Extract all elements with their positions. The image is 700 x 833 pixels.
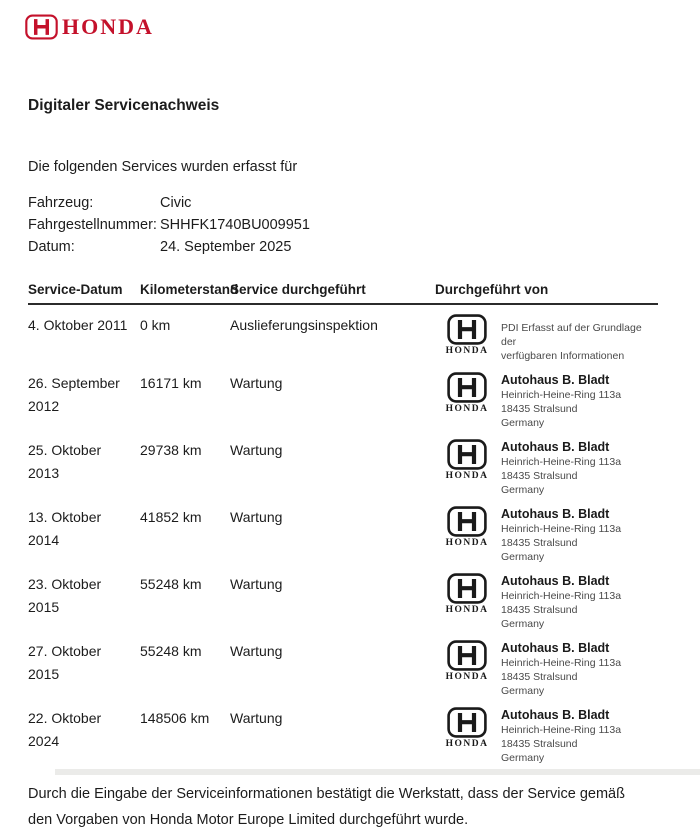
provider-name: Autohaus B. Bladt xyxy=(501,574,610,588)
honda-logo-label: HONDA xyxy=(445,672,489,682)
col-header-km: Kilometerstand xyxy=(140,282,239,297)
table-row xyxy=(28,698,658,765)
service-date: 23. Oktober 2015 xyxy=(28,576,102,615)
service-km: 55248 km xyxy=(140,576,202,592)
vehicle-field-value: SHHFK1740BU009951 xyxy=(160,217,310,233)
honda-logo-label: HONDA xyxy=(445,471,489,481)
service-provider xyxy=(435,314,658,363)
col-header-date: Service-Datum xyxy=(28,282,123,297)
provider-line: 18435 Stralsund xyxy=(501,604,578,616)
honda-h-icon xyxy=(447,314,487,345)
honda-logo xyxy=(443,707,491,765)
service-type: Wartung xyxy=(230,509,283,525)
honda-h-icon xyxy=(447,372,487,403)
provider-line: Heinrich-Heine-Ring 113a xyxy=(501,657,622,669)
col-header-service: Service durchgeführt xyxy=(230,282,366,297)
service-km: 55248 km xyxy=(140,643,202,659)
provider-line: Germany xyxy=(501,484,545,496)
honda-h-icon xyxy=(447,640,487,671)
honda-logo-label: HONDA xyxy=(445,346,489,356)
service-type: Wartung xyxy=(230,375,283,391)
table-row xyxy=(28,497,658,564)
provider-name: Autohaus B. Bladt xyxy=(501,708,610,722)
service-date: 4. Oktober 2011 xyxy=(28,317,128,333)
provider-line: Heinrich-Heine-Ring 113a xyxy=(501,389,622,401)
service-date: 22. Oktober 2024 xyxy=(28,710,102,749)
provider-line: Heinrich-Heine-Ring 113a xyxy=(501,456,622,468)
service-km: 148506 km xyxy=(140,710,210,726)
provider-line: 18435 Stralsund xyxy=(501,671,578,683)
honda-logo xyxy=(443,372,491,430)
provider-line: 18435 Stralsund xyxy=(501,470,578,482)
table-row xyxy=(28,305,658,363)
honda-logo-label: HONDA xyxy=(445,605,489,615)
provider-details xyxy=(501,439,621,497)
service-provider xyxy=(435,439,658,497)
honda-logo xyxy=(443,506,491,564)
provider-name: Autohaus B. Bladt xyxy=(501,373,610,387)
bottom-strip xyxy=(55,769,700,775)
vehicle-field xyxy=(28,192,700,214)
provider-line: Germany xyxy=(501,685,545,697)
service-date: 25. Oktober 2013 xyxy=(28,442,102,481)
honda-h-icon xyxy=(447,707,487,738)
service-provider xyxy=(435,372,658,430)
service-provider xyxy=(435,506,658,564)
vehicle-field-label: Datum: xyxy=(28,239,75,255)
service-provider xyxy=(435,707,658,765)
vehicle-field xyxy=(28,214,700,236)
honda-logo-label: HONDA xyxy=(445,404,489,414)
vehicle-field-value: 24. September 2025 xyxy=(160,239,292,255)
brand-wordmark: HONDA xyxy=(62,14,154,39)
honda-logo xyxy=(443,314,491,363)
provider-line: Heinrich-Heine-Ring 113a xyxy=(501,590,622,602)
provider-line: PDI Erfasst auf der Grundlage der xyxy=(501,322,642,348)
table-row xyxy=(28,363,658,430)
provider-details xyxy=(501,506,621,564)
service-type: Wartung xyxy=(230,576,283,592)
service-type: Wartung xyxy=(230,710,283,726)
provider-line: 18435 Stralsund xyxy=(501,738,578,750)
honda-h-icon xyxy=(447,573,487,604)
provider-details xyxy=(501,707,621,765)
service-date: 27. Oktober 2015 xyxy=(28,643,102,682)
provider-line: Germany xyxy=(501,551,545,563)
provider-details xyxy=(501,640,621,698)
service-km: 0 km xyxy=(140,317,171,333)
service-provider xyxy=(435,573,658,631)
service-km: 29738 km xyxy=(140,442,202,458)
honda-logo xyxy=(443,573,491,631)
table-row xyxy=(28,564,658,631)
service-km: 41852 km xyxy=(140,509,202,525)
vehicle-info xyxy=(28,192,700,258)
provider-name: Autohaus B. Bladt xyxy=(501,440,610,454)
service-date: 26. September 2012 xyxy=(28,375,120,414)
honda-h-icon xyxy=(25,14,58,40)
honda-h-icon xyxy=(447,439,487,470)
service-type: Wartung xyxy=(230,643,283,659)
provider-line: verfügbaren Informationen xyxy=(501,350,625,362)
service-provider xyxy=(435,640,658,698)
table-row xyxy=(28,430,658,497)
honda-logo-label: HONDA xyxy=(445,739,489,749)
col-header-provider: Durchgeführt von xyxy=(435,282,549,297)
honda-logo xyxy=(443,439,491,497)
service-type: Auslieferungsinspektion xyxy=(230,317,378,333)
provider-line: 18435 Stralsund xyxy=(501,403,578,415)
table-row xyxy=(28,631,658,698)
confirmation-text: Durch die Eingabe der Serviceinformationen bestätigt die Werkstatt, dass der Service gemäß den Vorgaben von Honda Motor Europe Limited durchgeführt wurde. xyxy=(28,786,625,828)
provider-line: Germany xyxy=(501,618,545,630)
provider-name: Autohaus B. Bladt xyxy=(501,641,610,655)
honda-logo xyxy=(443,640,491,698)
vehicle-field xyxy=(28,236,700,258)
provider-line: 18435 Stralsund xyxy=(501,537,578,549)
honda-h-icon xyxy=(447,506,487,537)
brand-header xyxy=(25,0,700,40)
provider-line: Heinrich-Heine-Ring 113a xyxy=(501,523,622,535)
provider-details xyxy=(501,314,658,363)
service-km: 16171 km xyxy=(140,375,202,391)
honda-logo-label: HONDA xyxy=(445,538,489,548)
service-table xyxy=(28,282,658,765)
vehicle-field-label: Fahrgestellnummer: xyxy=(28,217,157,233)
provider-details xyxy=(501,573,621,631)
provider-line: Heinrich-Heine-Ring 113a xyxy=(501,724,622,736)
table-body xyxy=(28,305,658,765)
vehicle-field-label: Fahrzeug: xyxy=(28,195,94,211)
service-date: 13. Oktober 2014 xyxy=(28,509,102,548)
vehicle-field-value: Civic xyxy=(160,195,192,211)
intro-text: Die folgenden Services wurden erfasst für xyxy=(28,159,298,175)
provider-line: Germany xyxy=(501,417,545,429)
page-title: Digitaler Servicenachweis xyxy=(28,97,220,114)
provider-details xyxy=(501,372,621,430)
service-type: Wartung xyxy=(230,442,283,458)
provider-line: Germany xyxy=(501,752,545,764)
table-header xyxy=(28,282,658,305)
provider-name: Autohaus B. Bladt xyxy=(501,507,610,521)
